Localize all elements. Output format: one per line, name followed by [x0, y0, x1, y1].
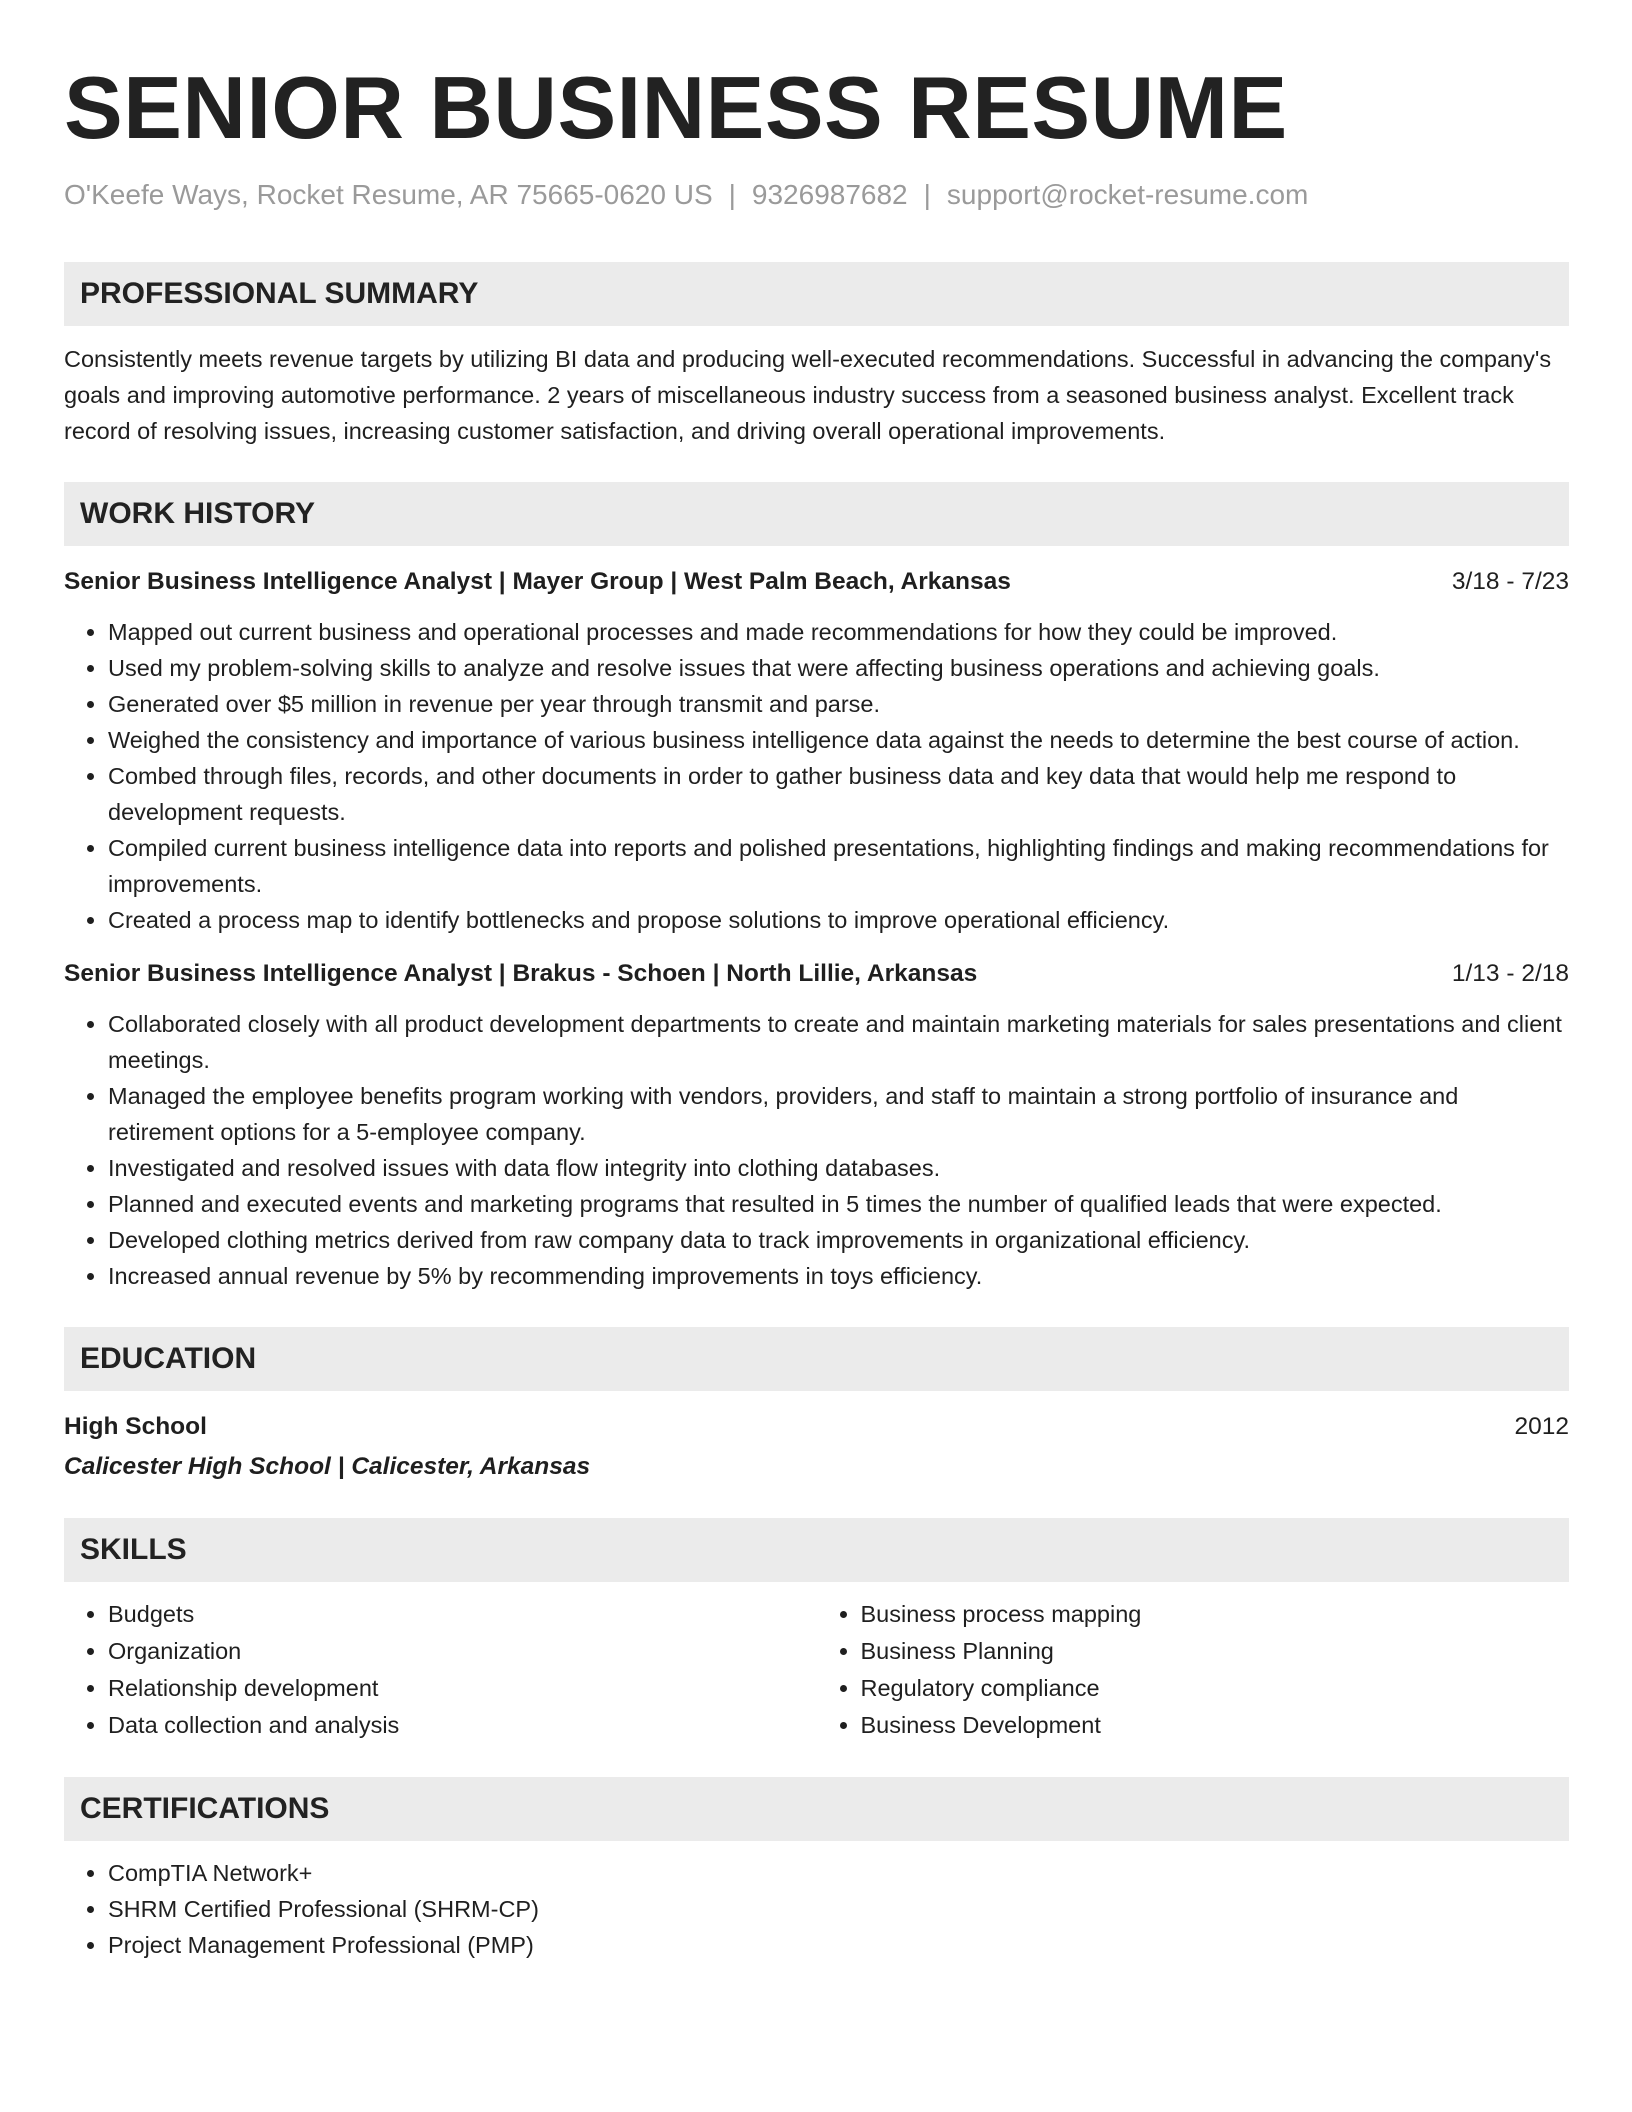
job-bullet: • Developed clothing metrics derived from raw company data to track improvements in organizational efficiency. — [108, 1222, 1569, 1258]
section-heading-summary: PROFESSIONAL SUMMARY — [64, 262, 1569, 326]
certifications-list — [64, 1855, 1569, 1963]
job-entry — [64, 564, 1569, 938]
job-header — [64, 564, 1569, 600]
job-header — [64, 956, 1569, 992]
resume-title: SENIOR BUSINESS RESUME — [64, 58, 1288, 157]
section-heading-work-history: WORK HISTORY — [64, 482, 1569, 546]
job-bullet: • Investigated and resolved issues with data flow integrity into clothing databases. — [108, 1150, 1569, 1186]
contact-line — [64, 178, 1569, 212]
skills-list-left — [64, 1596, 817, 1744]
section-heading-education: EDUCATION — [64, 1327, 1569, 1391]
section-heading-certifications: CERTIFICATIONS — [64, 1777, 1569, 1841]
job-bullet: • Increased annual revenue by 5% by recommending improvements in toys efficiency. — [108, 1258, 1569, 1294]
certification-item: • CompTIA Network+ — [108, 1855, 1569, 1891]
skill-item: • Regulatory compliance — [861, 1670, 1570, 1707]
skill-item: • Business process mapping — [861, 1596, 1570, 1633]
job-bullet: • Mapped out current business and operational processes and made recommendations for how they could be improved. — [108, 614, 1569, 650]
job-bullet: • Compiled current business intelligence data into reports and polished presentations, highlighting findings and making recommendations for improvements. — [108, 830, 1569, 902]
skill-item: • Data collection and analysis — [108, 1707, 817, 1744]
resume-page — [64, 50, 1569, 1963]
contact-separator: | — [923, 179, 931, 210]
job-dates: 3/18 - 7/23 — [1451, 567, 1569, 595]
job-title: Senior Business Intelligence Analyst | Brakus - Schoen | North Lillie, Arkansas — [64, 959, 978, 987]
contact-separator: | — [728, 179, 736, 210]
job-bullet: • Generated over $5 million in revenue per year through transmit and parse. — [108, 686, 1569, 722]
skill-item: • Organization — [108, 1633, 817, 1670]
contact-address: O'Keefe Ways, Rocket Resume, AR 75665-0620 US — [64, 179, 713, 210]
section-heading-skills: SKILLS — [64, 1518, 1569, 1582]
skill-item: • Relationship development — [108, 1670, 817, 1707]
certification-item: • Project Management Professional (PMP) — [108, 1927, 1569, 1963]
job-bullet-list — [64, 1006, 1569, 1294]
skill-item: • Business Development — [861, 1707, 1570, 1744]
education-header — [64, 1409, 1569, 1445]
job-bullet: • Created a process map to identify bottlenecks and propose solutions to improve operational efficiency. — [108, 902, 1569, 938]
summary-text: Consistently meets revenue targets by utilizing BI data and producing well-executed recommendations. Successful in advancing the company's goals and improving automotive performance. 2 years of miscellaneous industry success from a seasoned business analyst. Excellent track record of resolving issues, increasing customer satisfaction, and driving overall operational improvements. — [64, 345, 1552, 444]
skill-item: • Business Planning — [861, 1633, 1570, 1670]
skills-list-right — [817, 1596, 1570, 1744]
job-bullet: • Managed the employee benefits program working with vendors, providers, and staff to maintain a strong portfolio of insurance and retirement options for a 5-employee company. — [108, 1078, 1569, 1150]
job-bullet: • Collaborated closely with all product development departments to create and maintain marketing materials for sales presentations and client meetings. — [108, 1006, 1569, 1078]
certification-item: • SHRM Certified Professional (SHRM-CP) — [108, 1891, 1569, 1927]
education-degree: High School — [64, 1412, 207, 1440]
job-bullet: • Combed through files, records, and other documents in order to gather business data and key data that would help me respond to development requests. — [108, 758, 1569, 830]
job-bullet-list — [64, 614, 1569, 938]
skill-item: • Budgets — [108, 1596, 817, 1633]
job-bullet: • Planned and executed events and marketing programs that resulted in 5 times the number of qualified leads that were expected. — [108, 1186, 1569, 1222]
education-year: 2012 — [1514, 1412, 1569, 1440]
contact-phone: 9326987682 — [751, 179, 908, 210]
job-dates: 1/13 - 2/18 — [1451, 959, 1569, 987]
job-title: Senior Business Intelligence Analyst | Mayer Group | West Palm Beach, Arkansas — [64, 567, 1011, 595]
job-entry — [64, 956, 1569, 1294]
education-school: Calicester High School | Calicester, Arkansas — [64, 1452, 591, 1480]
job-bullet: • Weighed the consistency and importance of various business intelligence data against the needs to determine the best course of action. — [108, 722, 1569, 758]
contact-email: support@rocket-resume.com — [946, 179, 1309, 210]
skills-columns — [64, 1596, 1569, 1744]
job-bullet: • Used my problem-solving skills to analyze and resolve issues that were affecting business operations and achieving goals. — [108, 650, 1569, 686]
